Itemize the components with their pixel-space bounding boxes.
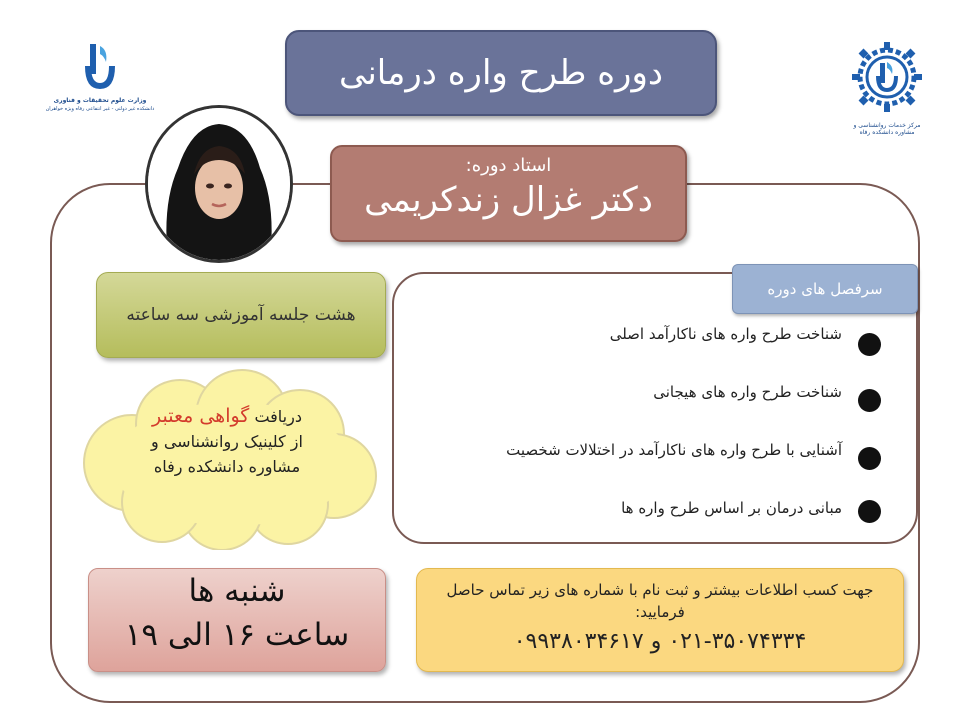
center-caption: مرکز خدمات روانشناسی و مشاوره دانشکده رفاه <box>853 122 921 136</box>
certificate-text <box>112 404 342 479</box>
certificate-line-1 <box>112 404 342 429</box>
syllabus-item: مبانی درمان بر اساس طرح واره ها <box>621 499 842 517</box>
portrait-avatar <box>148 108 290 260</box>
sessions-text: هشت جلسه آموزشی سه ساعته <box>126 305 356 325</box>
syllabus-tag <box>732 264 918 314</box>
contact-phones: ۰۲۱-۳۵۰۷۴۳۳۴ و ۰۹۹۳۸۰۳۴۶۱۷ <box>513 629 807 654</box>
syllabus-item: شناخت طرح واره های هیجانی <box>653 383 842 401</box>
instructor-label: استاد دوره: <box>465 155 552 176</box>
contact-info: جهت کسب اطلاعات بیشتر و ثبت نام با شماره های زیر تماس حاصل فرمایید: <box>446 581 874 621</box>
bullet-icon <box>858 389 881 412</box>
course-title-box <box>285 30 717 116</box>
bullet-icon <box>858 500 881 523</box>
counseling-center-logo <box>848 38 926 138</box>
schedule-days: شنبه ها <box>188 573 286 609</box>
certificate-prefix: دریافت <box>254 407 302 426</box>
syllabus-tag-label: سرفصل های دوره <box>767 280 883 298</box>
schedule-time: ساعت ۱۶ الی ۱۹ <box>124 617 350 653</box>
bullet-icon <box>858 333 881 356</box>
certificate-line-2: از کلینیک روانشناسی و <box>151 432 303 451</box>
ministry-emblem-icon <box>82 42 118 94</box>
schedule-box <box>88 568 386 672</box>
certificate-highlight: گواهی معتبر <box>152 405 250 427</box>
ministry-logo <box>45 42 155 142</box>
bullet-icon <box>858 447 881 470</box>
faculty-caption: دانشکده غیر دولتی - غیر انتفاعی رفاه ویژه خواهران <box>45 106 155 112</box>
instructor-photo <box>145 105 293 263</box>
sessions-box <box>96 272 386 358</box>
course-title: دوره طرح واره درمانی <box>339 53 664 93</box>
ministry-caption: وزارت علوم تحقیقات و فناوری <box>53 97 147 104</box>
contact-box <box>416 568 904 672</box>
syllabus-item: آشنایی با طرح واره های ناکارآمد در اختلالات شخصیت <box>506 441 842 459</box>
certificate-line-3: مشاوره دانشکده رفاه <box>153 457 301 476</box>
instructor-box <box>330 145 687 242</box>
instructor-name: دکتر غزال زندکریمی <box>364 180 653 220</box>
syllabus-item: شناخت طرح واره های ناکارآمد اصلی <box>609 325 842 343</box>
gear-emblem-icon <box>848 38 926 116</box>
